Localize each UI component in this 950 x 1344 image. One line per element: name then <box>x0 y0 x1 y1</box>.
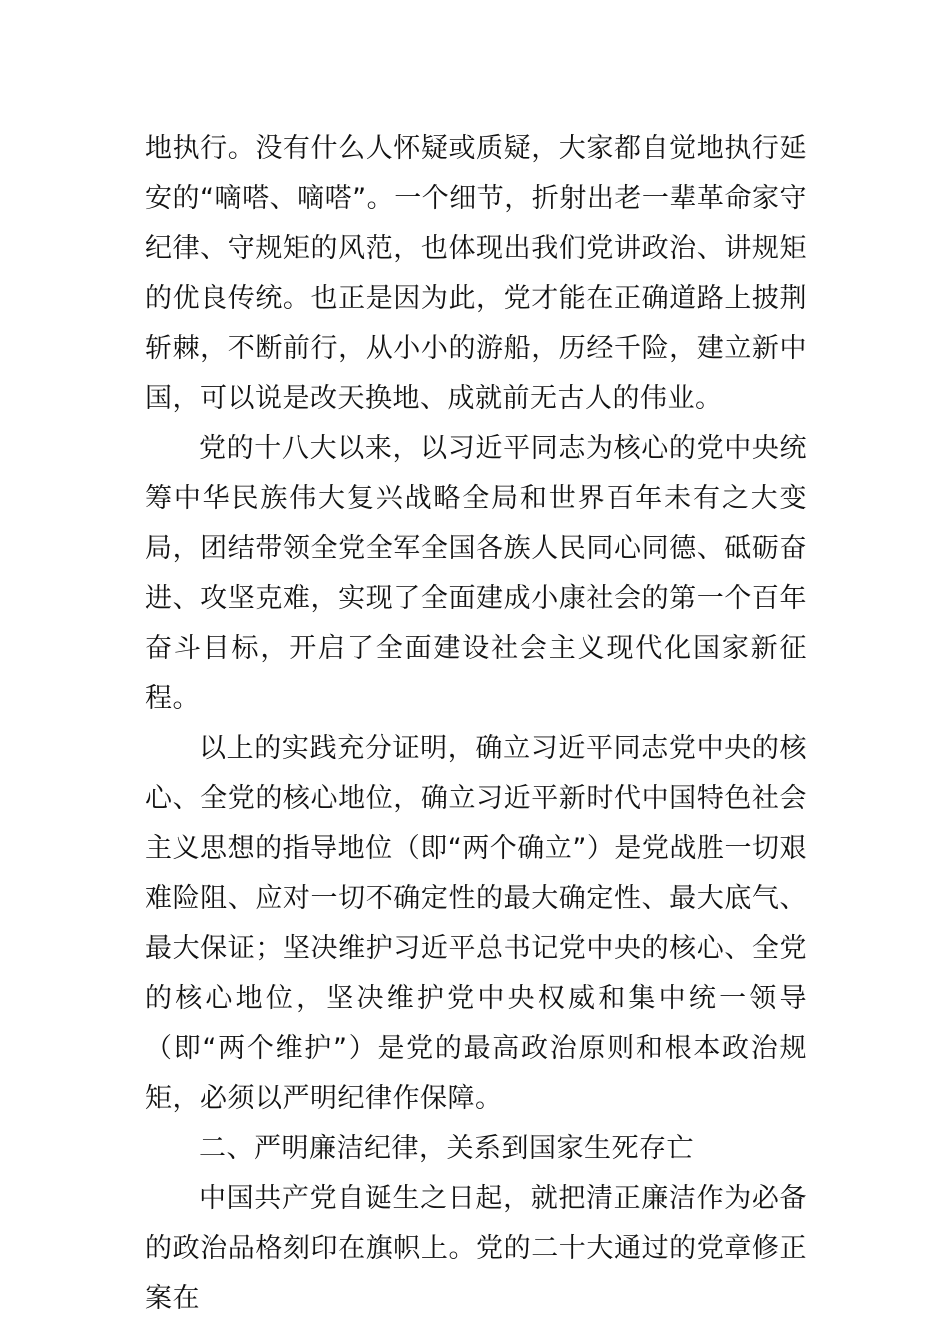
paragraph-3: 以上的实践充分证明，确立习近平同志党中央的核心、全党的核心地位，确立习近平新时代中国特色社会主义思想的指导地位（即“两个确立”）是党战胜一切艰难险阻、应对一切不确定性的最大确定性、最大底气、最大保证；坚决维护习近平总书记党中央的核心、全党的核心地位，坚决维护党中央权威和集中统一领导（即“两个维护”）是党的最高政治原则和根本政治规矩，必须以严明纪律作保障。 <box>145 733 807 1114</box>
paragraph-2: 党的十八大以来，以习近平同志为核心的党中央统筹中华民族伟大复兴战略全局和世界百年未有之大变局，团结带领全党全军全国各族人民同心同德、砥砺奋进、攻坚克难，实现了全面建成小康社会的第一个百年奋斗目标，开启了全面建设社会主义现代化国家新征程。 <box>145 433 807 714</box>
paragraph-1: 地执行。没有什么人怀疑或质疑，大家都自觉地执行延安的“嘀嗒、嘀嗒”。一个细节，折射出老一辈革命家守纪律、守规矩的风范，也体现出我们党讲政治、讲规矩的优良传统。也正是因为此，党才能在正确道路上披荆斩棘，不断前行，从小小的游船，历经千险，建立新中国，可以说是改天换地、成就前无古人的伟业。 <box>145 133 807 414</box>
document-body <box>145 124 807 1324</box>
section-heading: 二、严明廉洁纪律，关系到国家生死存亡 <box>199 1133 694 1164</box>
paragraph-4: 中国共产党自诞生之日起，就把清正廉洁作为必备的政治品格刻印在旗帜上。党的二十大通过的党章修正案在 <box>145 1183 807 1314</box>
